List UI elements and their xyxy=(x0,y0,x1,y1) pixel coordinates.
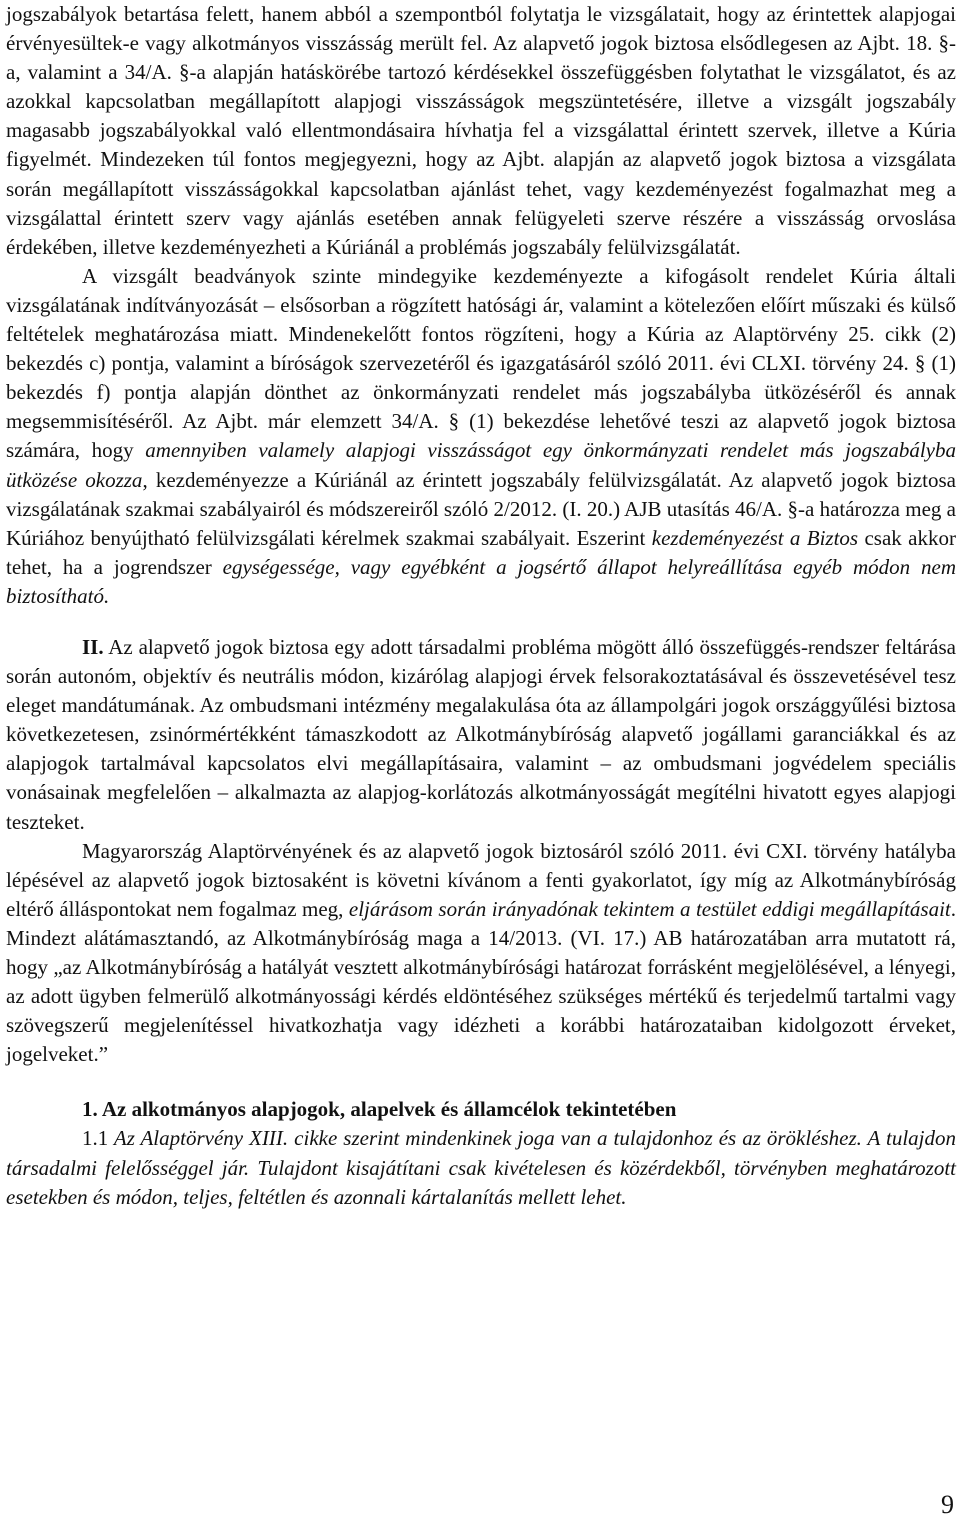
paragraph-text: Magyarország Alaptörvényének és az alapvető jogok biztosáról szóló 2011. évi CXI. törvény hatályba lépésével az alapvető jogok biztosaként is követni kívánom a fenti gyakorlatot, így míg az Alkotmánybíróság eltérő álláspontokat nem fogalmaz meg, xyxy=(6,838,956,921)
paragraph-property-right xyxy=(6,1124,956,1211)
paragraph-text: csak akkor tehet, ha a jogrendszer xyxy=(6,525,956,579)
section-number: II. xyxy=(82,634,104,659)
paragraph-text: , kezdeményezze a Kúriánál az érintett jogszabály felülvizsgálatát. Az alapvető jogok biztosa vizsgálatának szakmai szabályairól és módszereiről szóló 2/2012. (I. 20.) AJB utasítás 46/A. §-a határozza meg a Kúriához benyújtható felülvizsgálati kérelmek szakmai szabályait. Eszerint xyxy=(6,467,956,550)
paragraph-text: Az alapvető jogok biztosa egy adott társadalmi probléma mögött álló összefüggés-rendszer feltárása során autonóm, objektív és neutrális módon, kizárólag alapjogi érvek felsorakoztatásával és összevetésével tesz eleget mandátumának. Az ombudsmani intézmény megalakulása óta az állampolgári jogok országgyűlési biztosa következetesen, zsinórmértékként támaszkodott az Alkotmánybíróság alapvető jogállami garanciákkal és az alapjogok tartalmával kapcsolatos elvi megállapításaira, valamint – az ombudsmani jogvédelem speciális vonásainak megfelelően – alkalmazta az alapjog-korlátozás alkotmányosságát megítélni hivatott egyes alapjogi teszteket. xyxy=(6,634,956,834)
italic-text: egységessége, vagy egyébként a jogsértő állapot helyreállítása egyéb módon nem biztosítható. xyxy=(6,554,956,608)
paragraph-kuria-review xyxy=(6,262,956,611)
italic-text: Az Alaptörvény XIII. cikke szerint mindenkinek joga van a tulajdonhoz és az örökléshez. A tulajdon társadalmi felelősséggel jár. Tulajdont kisajátítani csak kivételesen és közérdekből, törvényben meghatározott esetekben és módon, teljes, feltétlen és azonnali kártalanítás mellett lehet. xyxy=(6,1126,956,1209)
italic-text: kezdeményezést a Biztos xyxy=(651,525,859,550)
paragraph-text: A vizsgált beadványok szinte mindegyike kezdeményezte a kifogásolt rendelet Kúria általi vizsgálatának indítványozását – elsősorban a rögzített hatósági ár, valamint a kötelezően előírt műszaki és külső feltételek meghatározása miatt. Mindenekelőtt fontos rögzíteni, hogy a Kúria az Alaptörvény 25. cikk (2) bekezdés c) pontja, valamint a bíróságok szervezetéről és igazgatásáról szóló 2011. évi CLXI. törvény 24. § (1) bekezdés f) pontja alapján dönthet az önkormányzati rendelet más jogszabályba ütközéséről és annak megsemmisítéséről. Az Ajbt. már elemzett 34/A. § (1) bekezdése lehetővé teszi az alapvető jogok biztosa számára, hogy xyxy=(6,263,956,463)
page-number: 9 xyxy=(941,1490,954,1519)
paragraph-text: . Mindezt alátámasztandó, az Alkotmánybíróság maga a 14/2013. (VI. 17.) AB határozatában arra mutatott rá, hogy „az Alkotmánybíróság a hatályát vesztett alkotmánybírósági határozat forrásként megjelölésével, a lényegi, az adott ügyben felmerülő alkotmányossági kérdés eldöntéséhez szükséges mértékű és terjedelmű tartalmi vagy szövegszerű megjelenítéssel hivatkozhatja vagy idézheti a korábbi határozataiban kidolgozott érveket, jogelveket.” xyxy=(6,896,956,1067)
section-heading: 1. Az alkotmányos alapjogok, alapelvek és államcélok tekintetében xyxy=(82,1097,677,1122)
italic-text: eljárásom során irányadónak tekintem a testület eddigi megállapításait xyxy=(348,896,951,921)
paragraph-ajbt-powers xyxy=(6,0,956,262)
paragraph-text: jogszabályok betartása felett, hanem abból a szempontból folytatja le vizsgálatait, hogy az érintettek alapjogai érvényesültek-e vagy alkotmányos visszásság merült fel. Az alapvető jogok biztosa elsődlegesen az Ajbt. 18. §-a, valamint a 34/A. §-a alapján hatáskörébe tartozó kérdésekkel összefüggésben folytathat le vizsgálatot, és az azokkal kapcsolatban megállapított alapjogi visszásságok megszüntetésére, illetve a vizsgált jogszabály magasabb jogszabályokkal való ellentmondásaira hívhatja fel a vizsgálattal érintett szervek, illetve a Kúria figyelmét. Mindezeken túl fontos megjegyezni, hogy az Ajbt. alapján az alapvető jogok biztosa a vizsgálata során megállapított visszásságokkal kapcsolatban ajánlást tehet, vagy kezdeményezést fogalmazhat meg a vizsgálattal érintett szerv vagy ajánlás esetében annak felügyeleti szerve részére a visszásság orvoslása érdekében, illetve kezdeményezheti a Kúriánál a problémás jogszabály felülvizsgálatát. xyxy=(6,2,956,259)
italic-text: amennyiben valamely alapjogi visszásságot egy önkormányzati rendelet más jogszabályba ütközése okozza xyxy=(6,438,956,492)
paragraph-section-ii xyxy=(6,633,956,837)
paragraph-alaptorveny xyxy=(6,837,956,1070)
subsection-number: 1.1 xyxy=(82,1126,109,1151)
